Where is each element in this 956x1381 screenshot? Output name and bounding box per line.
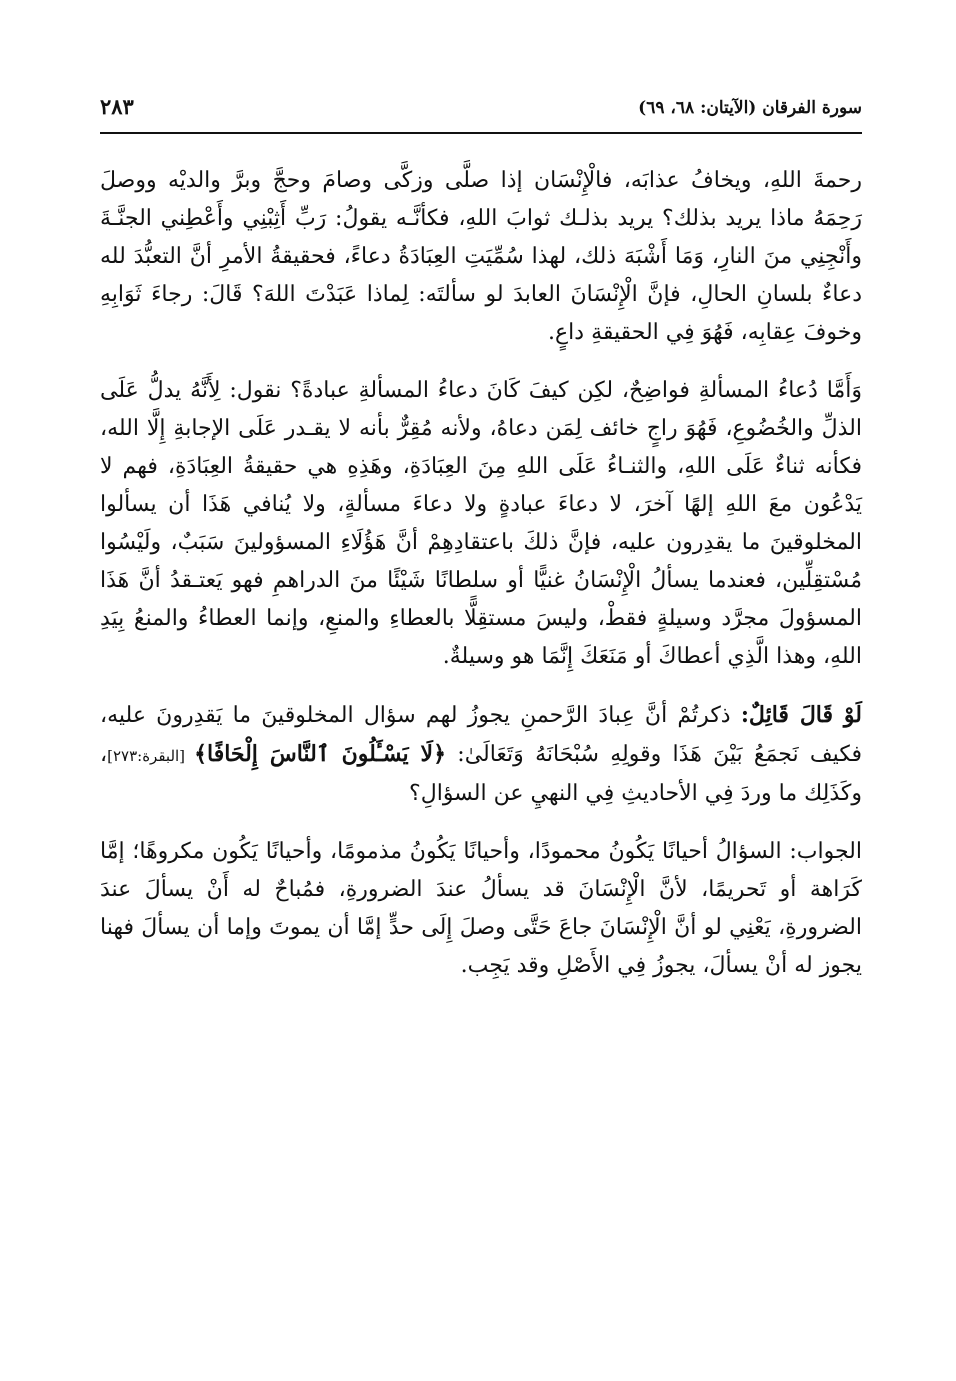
paragraph-3 xyxy=(100,696,862,813)
running-title: سورة الفرقان (الآيتان: ٦٨، ٦٩) xyxy=(638,98,862,118)
quran-verse: ﴿لَا يَسْـَٔلُونَ ٱلنَّاسَ إِلْحَافًا﴾ xyxy=(194,741,446,767)
paragraph-4: الجواب: السؤالُ أحيانًا يَكُونُ محمودًا، وأحيانًا يَكُونُ مذمومًا، وأحيانًا يَكُون مكروهًا؛ إمَّا كَرَاهة أو تَحريمًا، لأنَّ الْإِنْسَانَ قد يسألُ عندَ الضرورةِ، فمُباحٌ له أَنْ يسألَ عندَ الضرورةِ، يَعْنِي لو أنَّ الْإِنْسَانَ جاعَ حَتَّى وصلَ إِلَى حدٍّ إمَّا أن يموتَ وإما أن يسألَ فهنا يجوز له أنْ يسألَ، يجوزُ فِي الأَصْلِ وقد يَجِب. xyxy=(100,839,862,978)
question-text: ذكرتُمْ أنَّ عِبادَ الرَّحمنِ يجوزُ لهم سؤال المخلوقينَ ما يَقدِرونَ عليه، فكيف نَجمَعُ بَيْنَ هَذَا وقولِهِ سُبْحَانَهُ وَتَعَالَىٰ: xyxy=(100,703,862,767)
paragraph-2: وَأَمَّا دُعاءُ المسألةِ فواضِحٌ، لكِن كيفَ كَانَ دعاءُ المسألةِ عبادةً؟ نقول: لِأَنَّهُ يدلُّ عَلَى الذلِّ والخُضُوعِ، فَهُوَ راجٍ خائف لِمَن دعاهُ، ولأنه مُقِرٌّ بأنه لا يقـدر عَلَى الإجابةِ إِلَّا الله، فكأنه ثناءٌ عَلَى اللهِ، والثنـاءُ عَلَى اللهِ مِنَ العِبَادَةِ، وهَذِهِ هي حقيقةُ العِبَادَةِ، فهم لا يَدْعُون معَ اللهِ إلهًا آخرَ، لا دعاءَ عبادةٍ ولا دعاءَ مسألةٍ، ولا يُنافي هَذَا أن يسألوا المخلوقينَ ما يقدِرون عليه، فإنَّ ذلكَ باعتقادِهِمْ أنَّ هَؤُلَاءِ المسؤولينَ سَبَبٌ، ولَيْسُوا مُسْتقِلِّين، فعندما يسألُ الْإِنْسَانُ غنيًّا أو سلطانًا شَيْئًا منَ الدراهمِ فهو يَعتـقدُ أنَّ هَذَا المسؤولَ مجرَّد وسيلةٍ فقطْ، وليسَ مستقِلًّا بالعطاءِ والمنعِ، وإنما العطاءُ والمنعُ بِيَدِ اللهِ، وهذا الَّذِي أعطاكَ أو مَنَعَكَ إِنَّمَا هو وسيلةٌ. xyxy=(100,378,862,669)
verse-reference: [البقرة:٢٧٣] xyxy=(107,747,195,765)
question-text-end: ، وكَذَلِك ما وردَ فِي الأحاديثِ فِي النهيِ عن السؤالِ؟ xyxy=(100,742,862,806)
question-lead: لَوْ قَالَ قَائِلٌ: xyxy=(740,702,862,728)
header-divider xyxy=(100,132,862,134)
page-header xyxy=(100,92,862,126)
page-number: ٢٨٣ xyxy=(100,94,134,119)
paragraph-1: رحمةَ اللهِ، ويخافُ عذابَه، فالْإِنْسَان إذا صلَّى وزكَّى وصامَ وحجَّ وبرَّ والديْه ووصلَ رَحِمَهُ ماذا يريد بذلك؟ يريد بذلـك ثوابَ اللهِ، فكأنَّـه يقولُ: رَبِّ أَثِبْنِي وأَعْطِني الجنَّـةَ وأَنْجِنِي منَ النارِ، وَمَا أَشْبَهَ ذلك، لهذا سُمِّيَتِ العِبَادَةُ دعاءً، فحقيقةُ الأمرِ أنَّ التعبُّدَ لله دعاءٌ بلسانِ الحالِ، فإنَّ الْإِنْسَانَ العابدَ لو سألتَه: لِماذا عَبَدْتَ اللهَ؟ قَالَ: رجاءَ ثَوَابِهِ وخوفَ عِقابِه، فَهُوَ فِي الحقيقةِ داعٍ. xyxy=(100,168,862,345)
page-body xyxy=(100,162,862,1005)
